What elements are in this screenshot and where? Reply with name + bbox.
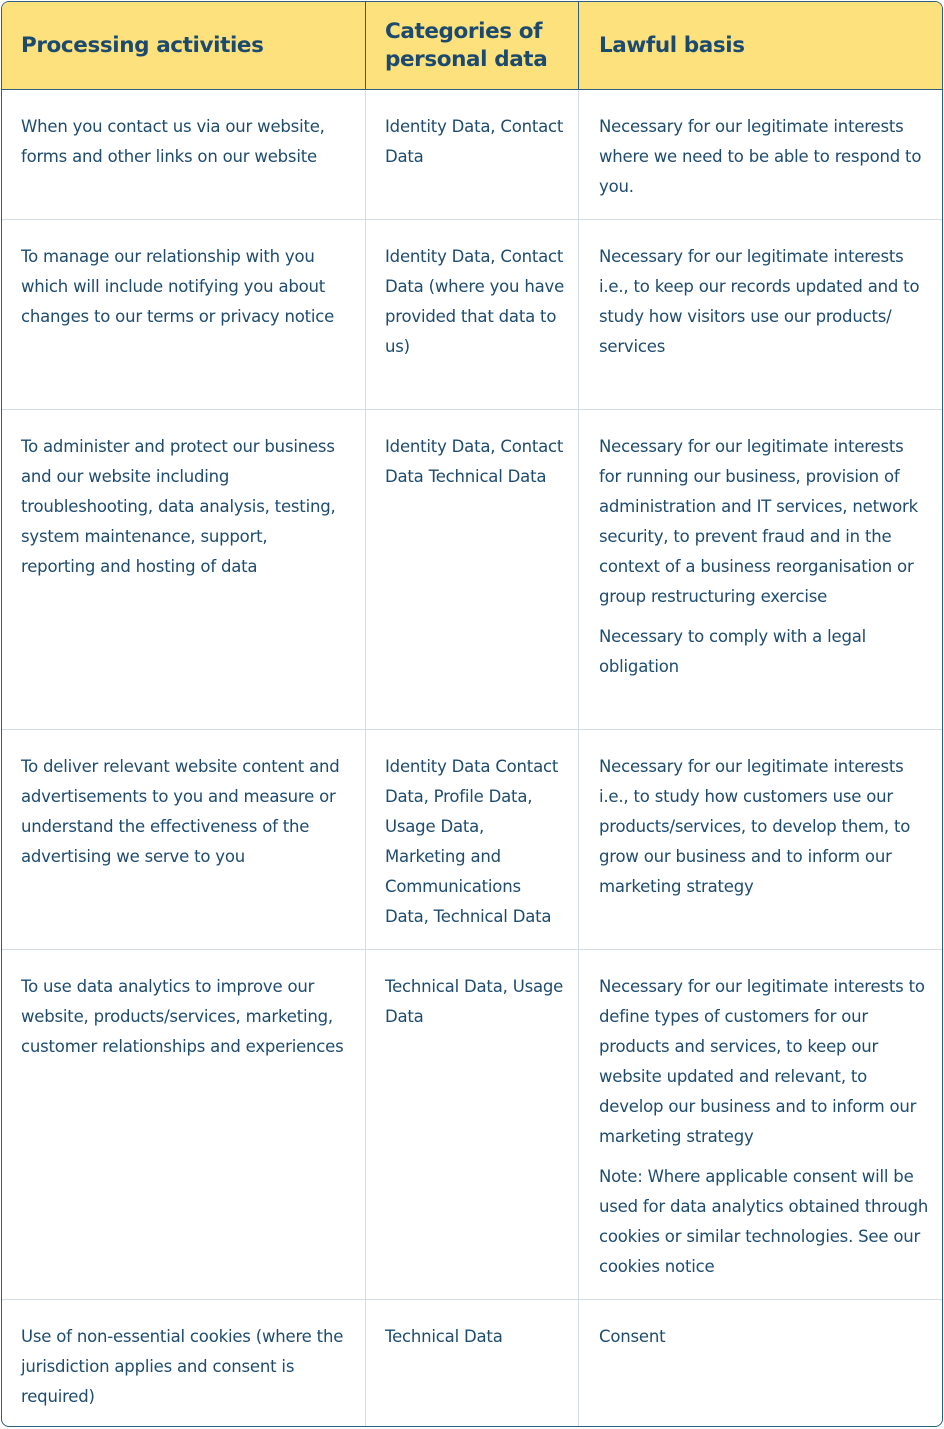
table-row (2, 730, 942, 950)
categories-cell: Identity Data Contact Data, Profile Data, Usage Data, Marketing and Communications Data, Technical Data (366, 730, 579, 949)
basis-cell (579, 90, 942, 219)
categories-cell: Technical Data, Usage Data (366, 950, 579, 1299)
header-lawful-basis: Lawful basis (599, 32, 745, 58)
basis-note: Note: Where applicable consent will be used for data analytics obtained through cookies or similar technologies. See our cookies notice (599, 1167, 929, 1276)
basis-cell (579, 950, 942, 1299)
activity-cell: To administer and protect our business and our website including troubleshooting, data analysis, testing, system maintenance, support, reporting and hosting of data (2, 410, 366, 729)
categories-cell: Identity Data, Contact Data (where you have provided that data to us) (366, 220, 579, 409)
basis-paragraph: Necessary for our legitimate interests where we need to be able to respond to you. (599, 117, 922, 196)
activity-cell: To deliver relevant website content and advertisements to you and measure or understand the effectiveness of the advertising we serve to you (2, 730, 366, 949)
basis-paragraph: Necessary to comply with a legal obligation (599, 627, 867, 676)
activity-cell: To use data analytics to improve our website, products/services, marketing, customer relationships and experiences (2, 950, 366, 1299)
header-categories-of-personal-data: Categories of personal data (366, 2, 579, 89)
basis-cell (579, 1300, 942, 1426)
basis-paragraph: Consent (599, 1327, 666, 1346)
lawful-basis-table (1, 1, 943, 1427)
basis-paragraph: Necessary for our legitimate interests for running our business, provision of administration and IT services, network security, to prevent fraud and in the context of a business reorganisation or group restructuring exercise (599, 437, 918, 606)
activity-cell: To manage our relationship with you which will include notifying you about changes to our terms or privacy notice (2, 220, 366, 409)
categories-cell: Identity Data, Contact Data (366, 90, 579, 219)
table-row (2, 950, 942, 1300)
header-processing-activities: Processing activities (2, 2, 366, 89)
basis-cell (579, 410, 942, 729)
table-row (2, 410, 942, 730)
table-row (2, 220, 942, 410)
activity-cell: When you contact us via our website, forms and other links on our website (2, 90, 366, 219)
categories-cell: Identity Data, Contact Data Technical Data (366, 410, 579, 729)
basis-cell (579, 730, 942, 949)
activity-cell: Use of non-essential cookies (where the jurisdiction applies and consent is required) (2, 1300, 366, 1426)
basis-paragraph: Necessary for our legitimate interests i.e., to study how customers use our products/services, to develop them, to grow our business and to inform our marketing strategy (599, 757, 911, 896)
basis-paragraph: Necessary for our legitimate interests to define types of customers for our products and services, to keep our website updated and relevant, to develop our business and to inform our marketing strategy (599, 977, 925, 1146)
basis-cell (579, 220, 942, 409)
table-header-row (2, 2, 942, 90)
categories-cell: Technical Data (366, 1300, 579, 1426)
table-row (2, 1300, 942, 1426)
table-row (2, 90, 942, 220)
basis-paragraph: Necessary for our legitimate interests i.e., to keep our records updated and to study how visitors use our products/ services (599, 247, 920, 356)
